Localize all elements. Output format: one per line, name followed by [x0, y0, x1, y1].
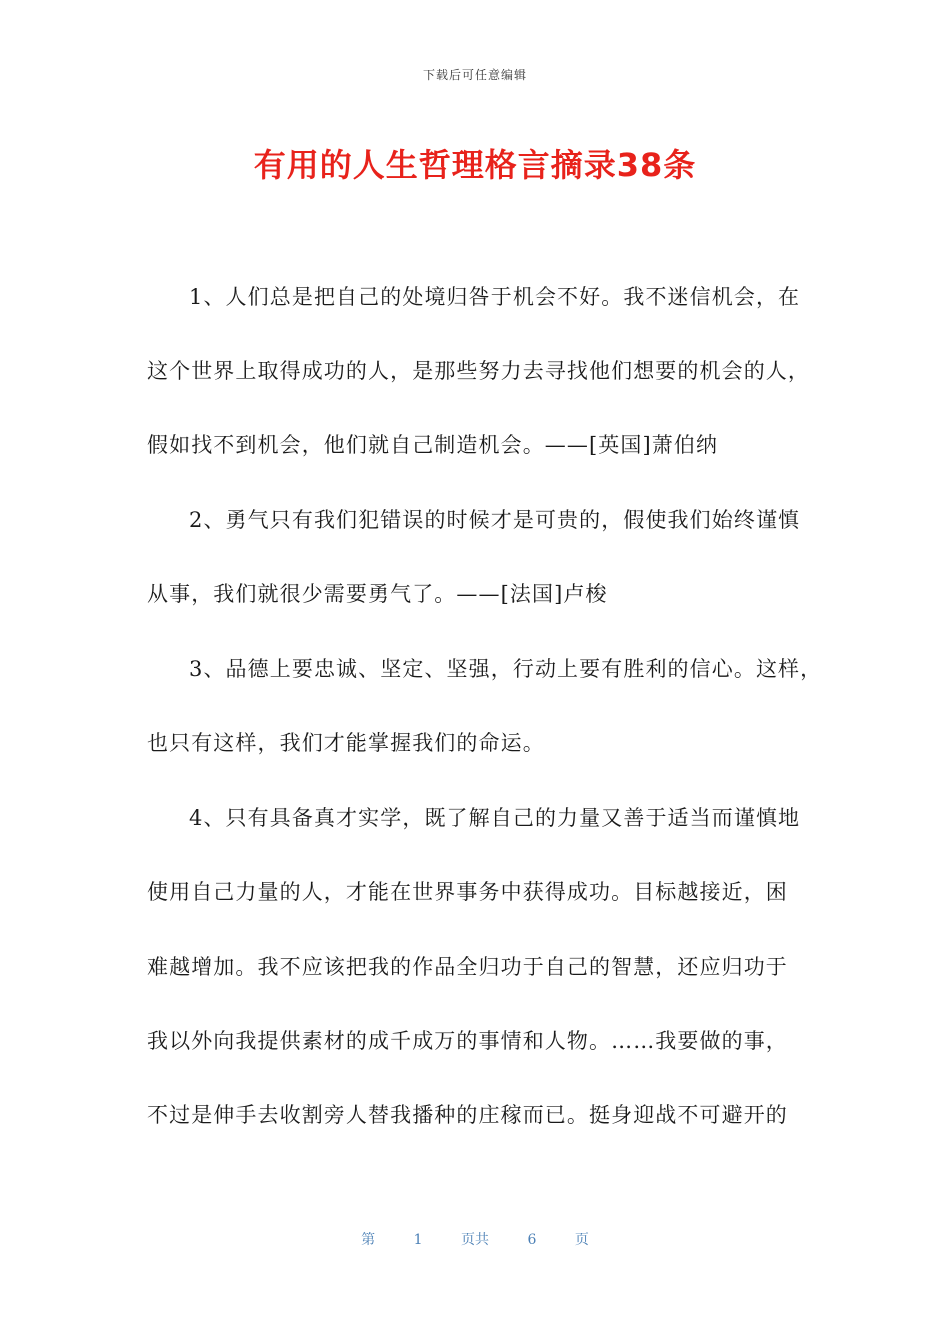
body-line: 3、品德上要忠诚、坚定、坚强，行动上要有胜利的信心。这样，	[189, 657, 823, 681]
body-line: 2、勇气只有我们犯错误的时候才是可贵的，假使我们始终谨慎	[189, 508, 801, 532]
header-note: 下载后可任意编辑	[422, 68, 527, 82]
page-current: 1	[413, 1232, 423, 1248]
document-title: 有用的人生哲理格言摘录38条	[253, 146, 697, 184]
body-line: 难越增加。我不应该把我的作品全归功于自己的智慧，还应归功于	[147, 955, 788, 979]
page-prefix: 第	[361, 1232, 376, 1248]
body-line: 也只有这样，我们才能掌握我们的命运。	[147, 731, 545, 755]
body-line: 假如找不到机会，他们就自己制造机会。——[英国]萧伯纳	[147, 433, 719, 457]
page-total: 6	[527, 1232, 537, 1248]
body-line: 4、只有具备真才实学，既了解自己的力量又善于适当而谨慎地	[189, 806, 801, 830]
page-footer	[0, 1229, 950, 1249]
body-line: 我以外向我提供素材的成千成万的事情和人物。……我要做的事，	[147, 1029, 788, 1053]
body-line: 不过是伸手去收割旁人替我播种的庄稼而已。挺身迎战不可避开的	[147, 1103, 788, 1127]
body-line: 从事，我们就很少需要勇气了。——[法国]卢梭	[147, 582, 608, 606]
page-mid: 页共	[461, 1232, 489, 1248]
body-line: 1、人们总是把自己的处境归咎于机会不好。我不迷信机会，在	[189, 285, 801, 309]
page-suffix: 页	[574, 1232, 589, 1248]
body-line: 这个世界上取得成功的人，是那些努力去寻找他们想要的机会的人，	[147, 359, 810, 383]
body-line: 使用自己力量的人，才能在世界事务中获得成功。目标越接近，困	[147, 880, 788, 904]
